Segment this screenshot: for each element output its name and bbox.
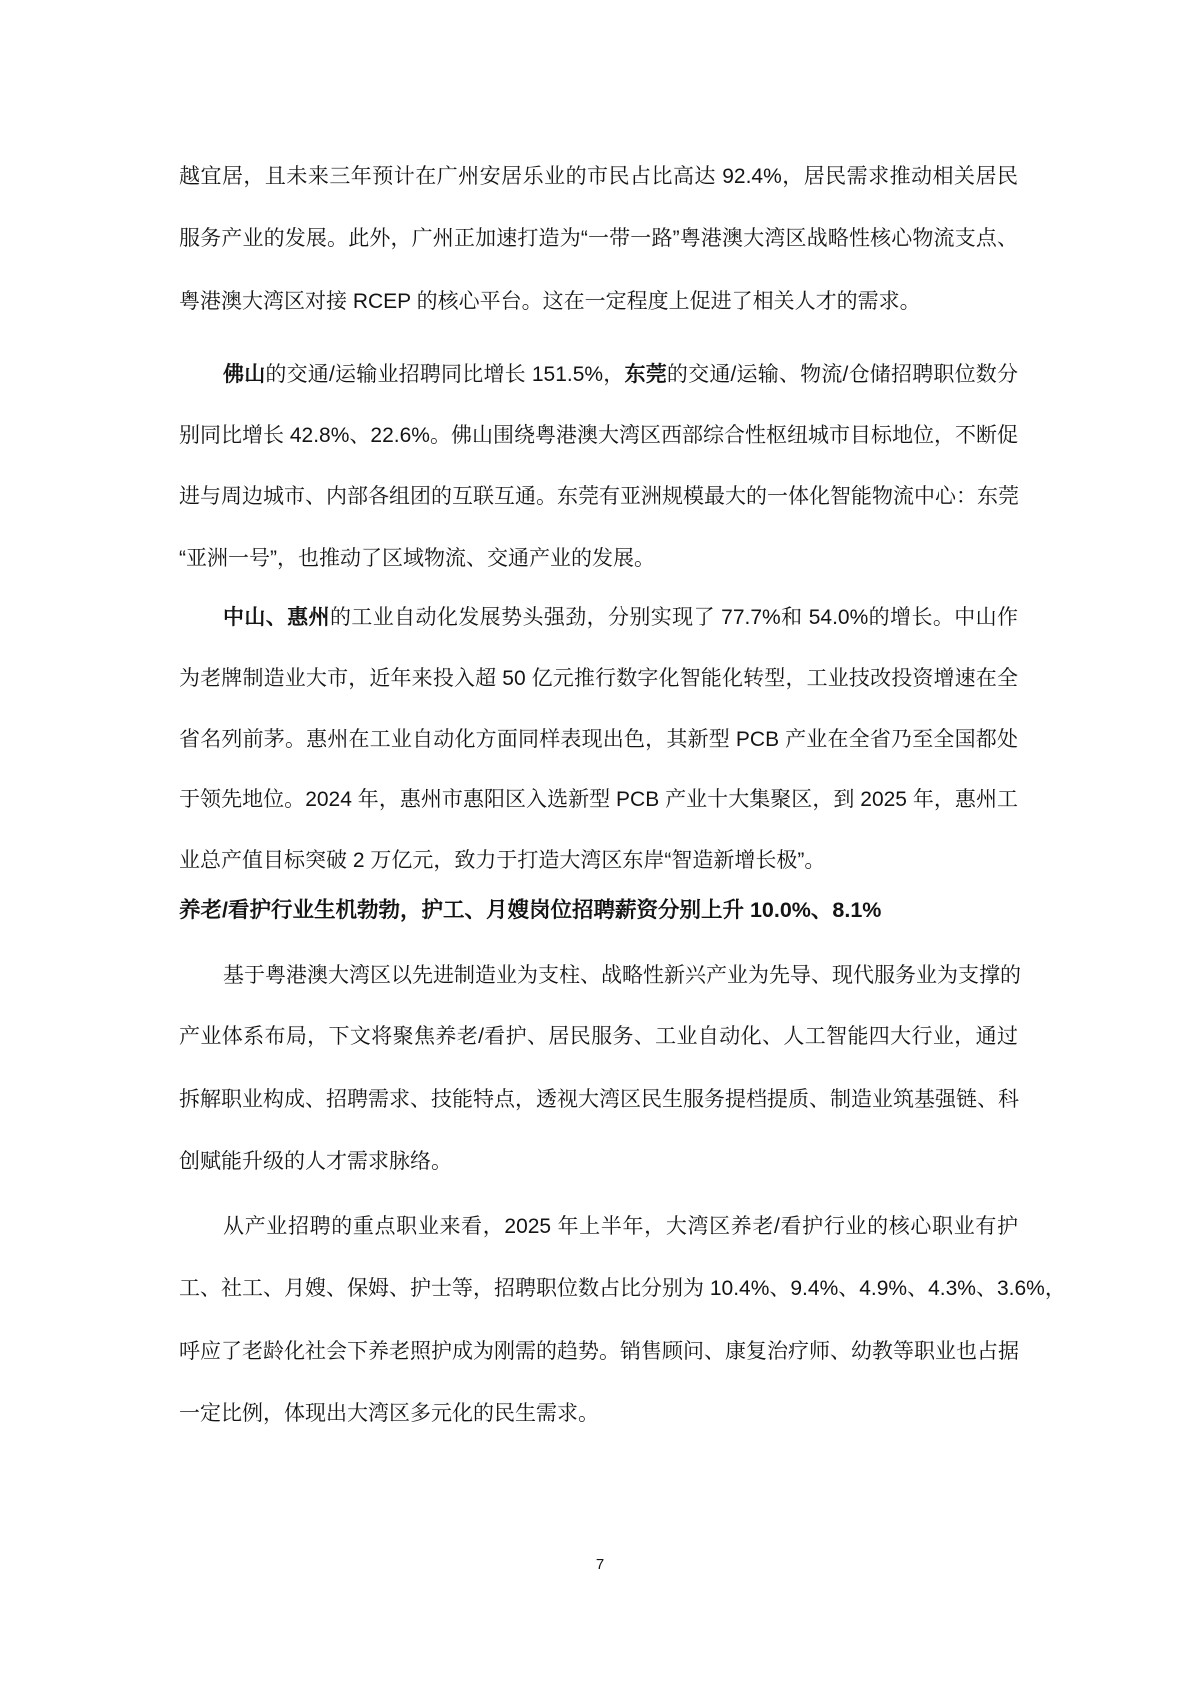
bold-text: 佛山 [223,363,266,386]
text-line [179,287,1018,317]
text-line [179,162,1018,192]
text-segment: 为老牌制造业大市，近年来投入超 50 亿元推行数字化智能化转型，工业技改投资增速在全 [179,667,1018,690]
text-segment: 拆解职业构成、招聘需求、技能特点，透视大湾区民生服务提档提质、制造业筑基强链、科 [179,1088,1019,1111]
text-segment: 的交通/运输、物流/仓储招聘职位数分 [666,363,1018,386]
text-segment: 进与周边城市、内部各组团的互联互通。东莞有亚洲规模最大的一体化智能物流中心：东莞 [179,485,1019,508]
text-line [179,725,1018,755]
text-line [179,482,1018,512]
text-segment: “亚洲一号”，也推动了区域物流、交通产业的发展。 [179,547,655,570]
text-segment: 养老/看护行业生机勃勃，护工、月嫂岗位招聘薪资分别上升 10.0%、8.1% [179,898,882,922]
text-segment: 的工业自动化发展势头强劲，分别实现了 77.7%和 54.0%的增长。中山作 [329,606,1018,629]
text-segment: 工、社工、月嫂、保姆、护士等，招聘职位数占比分别为 10.4%、9.4%、4.9%、4.3%、3.6%， [179,1277,1066,1300]
text-segment: 省名列前茅。惠州在工业自动化方面同样表现出色，其新型 PCB 产业在全省乃至全国都处 [179,728,1018,751]
text-line [179,603,1018,633]
text-segment: 产业体系布局，下文将聚焦养老/看护、居民服务、工业自动化、人工智能四大行业，通过 [179,1025,1018,1048]
text-line [179,1274,1066,1304]
text-segment: 粤港澳大湾区对接 RCEP 的核心平台。这在一定程度上促进了相关人才的需求。 [179,290,921,313]
text-line [179,360,1018,390]
text-line [179,1212,1018,1242]
text-line [179,1085,1018,1115]
text-line [179,1022,1018,1052]
text-line [179,664,1018,694]
section-heading [179,895,1018,925]
text-segment: 一定比例，体现出大湾区多元化的民生需求。 [179,1402,599,1425]
text-line [179,1399,1018,1429]
text-segment: 别同比增长 42.8%、22.6%。佛山围绕粤港澳大湾区西部综合性枢纽城市目标地位，不断促 [179,424,1018,447]
text-segment: 呼应了老龄化社会下养老照护成为刚需的趋势。销售顾问、康复治疗师、幼教等职业也占据 [179,1340,1019,1363]
text-line [179,224,1018,254]
text-segment: 业总产值目标突破 2 万亿元，致力于打造大湾区东岸“智造新增长极”。 [179,849,826,872]
text-segment: 基于粤港澳大湾区以先进制造业为支柱、战略性新兴产业为先导、现代服务业为支撑的 [223,964,1021,987]
text-segment: 创赋能升级的人才需求脉络。 [179,1150,452,1173]
text-line [179,544,1018,574]
text-segment: 从产业招聘的重点职业来看，2025 年上半年，大湾区养老/看护行业的核心职业有护 [223,1215,1018,1238]
text-segment: 于领先地位。2024 年，惠州市惠阳区入选新型 PCB 产业十大集聚区，到 2025 年，惠州工 [179,788,1018,811]
bold-text: 中山、惠州 [223,606,330,629]
text-segment: 的交通/运输业招聘同比增长 151.5%， [265,363,625,386]
text-line [179,1147,1018,1177]
text-line [179,1337,1018,1367]
text-line [179,961,1021,991]
bold-text: 东莞 [624,363,667,386]
text-line [179,785,1018,815]
text-segment: 服务产业的发展。此外，广州正加速打造为“一带一路”粤港澳大湾区战略性核心物流支点、 [179,227,1018,250]
text-line [179,421,1018,451]
page-number: 7 [595,1556,605,1573]
text-segment: 越宜居，且未来三年预计在广州安居乐业的市民占比高达 92.4%，居民需求推动相关居民 [179,165,1018,188]
text-line [179,846,1018,876]
